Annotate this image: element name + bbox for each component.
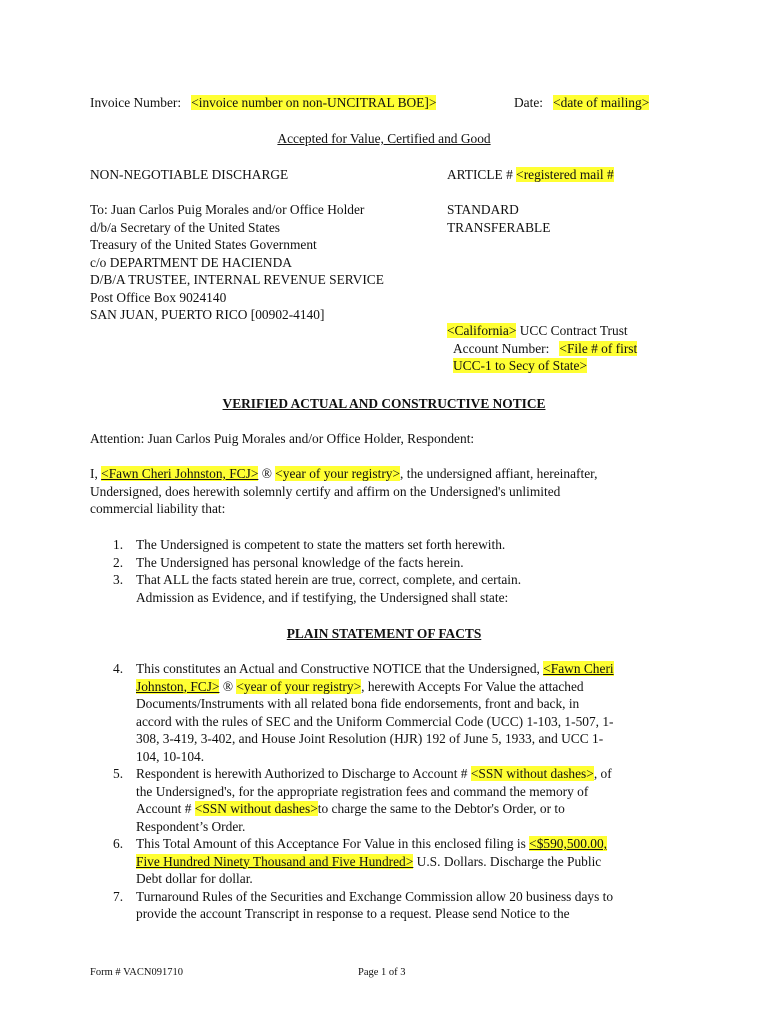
account-placeholder-1: <File # of first bbox=[559, 340, 638, 356]
standard-block bbox=[447, 201, 550, 236]
ssn-placeholder: <SSN without dashes> bbox=[470, 766, 594, 781]
affiant-name-placeholder: <Fawn Cheri Johnston, FCJ> bbox=[101, 466, 259, 481]
page-number: Page 1 of 3 bbox=[358, 967, 406, 978]
registry-year-placeholder: <year of your registry> bbox=[275, 466, 401, 481]
accepted-for-value: Accepted for Value, Certified and Good bbox=[277, 131, 491, 146]
address-line: To: Juan Carlos Puig Morales and/or Office Holder bbox=[90, 202, 365, 217]
amount-placeholder: Five Hundred Ninety Thousand and Five Hundred> bbox=[136, 853, 414, 869]
affirmation-list bbox=[113, 536, 521, 606]
attention-line: Attention: Juan Carlos Puig Morales and/or Office Holder, Respondent: bbox=[90, 431, 475, 446]
account-label: Account Number: bbox=[453, 340, 550, 356]
account-placeholder-2: UCC-1 to Secy of State> bbox=[453, 358, 588, 373]
list-item: 2. The Undersigned has personal knowledge of the facts herein. bbox=[113, 554, 464, 570]
ssn-placeholder: <SSN without dashes> bbox=[194, 801, 318, 816]
invoice-line bbox=[90, 94, 436, 111]
invoice-number-placeholder: <invoice number on non-UNCITRAL BOE]> bbox=[191, 95, 437, 110]
list-item: 4. This constitutes an Actual and Constructive NOTICE that the Undersigned, <Fawn Cheri Johnston, FCJ> ® <year of your registry>, herewith Accepts For Value the attached Documents/Instruments with all related bona fide endorsements, front and back, in accord with the rules of SEC and the Uniform Commercial Code (UCC) 1-103, 1-507, 1- 308, 3-419, 3-402, and House Joint Resolution (HJR) 192 of June 5, 1933, and UCC 1- 104, 10-104. bbox=[113, 661, 614, 764]
date-line bbox=[514, 94, 649, 111]
facts-title: PLAIN STATEMENT OF FACTS bbox=[286, 626, 482, 641]
article-line bbox=[447, 166, 614, 183]
registry-year-placeholder: <year of your registry> bbox=[236, 678, 362, 694]
amount-placeholder: <$590,500.00, bbox=[529, 836, 608, 851]
list-item: 5. Respondent is herewith Authorized to Discharge to Account # <SSN without dashes>, of the Undersigned's, for the appropriate registration fees and command the memory of Account # <SSN without dashes>to charge the same to the Debtor's Order, or to Respondent’s Order. bbox=[113, 766, 612, 834]
article-placeholder: <registered mail # bbox=[516, 167, 614, 182]
invoice-label: Invoice Number: bbox=[90, 95, 182, 110]
list-item: 6. This Total Amount of this Acceptance For Value in this enclosed filing is <$590,500.00, Five Hundred Ninety Thousand and Five Hundred> U.S. Dollars. Discharge the Public Debt dollar for dollar. bbox=[113, 836, 608, 886]
notice-title: VERIFIED ACTUAL AND CONSTRUCTIVE NOTICE bbox=[222, 396, 546, 411]
form-number: Form # VACN091710 bbox=[90, 967, 183, 978]
non-negotiable-heading: NON-NEGOTIABLE DISCHARGE bbox=[90, 167, 289, 182]
address-line: D/B/A TRUSTEE, INTERNAL REVENUE SERVICE bbox=[90, 272, 384, 287]
article-label: ARTICLE # bbox=[447, 167, 513, 182]
standard-label: STANDARD bbox=[447, 202, 519, 217]
list-item: 1. The Undersigned is competent to state the matters set forth herewith. bbox=[113, 537, 506, 552]
date-placeholder: <date of mailing> bbox=[553, 95, 650, 110]
address-line: Treasury of the United States Government bbox=[90, 237, 317, 252]
list-item: 3. That ALL the facts stated herein are true, correct, complete, and certain. Admission as Evidence, and if testifying, the Undersigned shall state: bbox=[113, 572, 522, 605]
address-line: c/o DEPARTMENT DE HACIENDA bbox=[90, 254, 292, 270]
date-label: Date: bbox=[514, 95, 543, 110]
affiant-name-placeholder: <Fawn Cheri bbox=[543, 661, 614, 676]
address-line: Post Office Box 9024140 bbox=[90, 289, 227, 305]
address-line: SAN JUAN, PUERTO RICO [00902-4140] bbox=[90, 307, 325, 322]
transferable-label: TRANSFERABLE bbox=[447, 219, 551, 235]
trust-block bbox=[447, 322, 637, 375]
facts-list bbox=[113, 660, 614, 923]
intro-paragraph: I, <Fawn Cheri Johnston, FCJ> ® <year of your registry>, the undersigned affiant, hereinafter, Undersigned, does herewith solemnly certify and affirm on the Undersigned's unlimited commercial liability that: bbox=[90, 466, 598, 516]
trust-label: UCC Contract Trust bbox=[516, 323, 628, 338]
affiant-name-placeholder: Johnston, FCJ> bbox=[136, 678, 220, 694]
address-line: d/b/a Secretary of the United States bbox=[90, 219, 281, 235]
state-placeholder: <California> bbox=[447, 323, 517, 338]
address-block bbox=[90, 201, 384, 324]
list-item: 7. Turnaround Rules of the Securities and Exchange Commission allow 20 business days to provide the account Transcript in response to a request. Please send Notice to the bbox=[113, 888, 614, 921]
